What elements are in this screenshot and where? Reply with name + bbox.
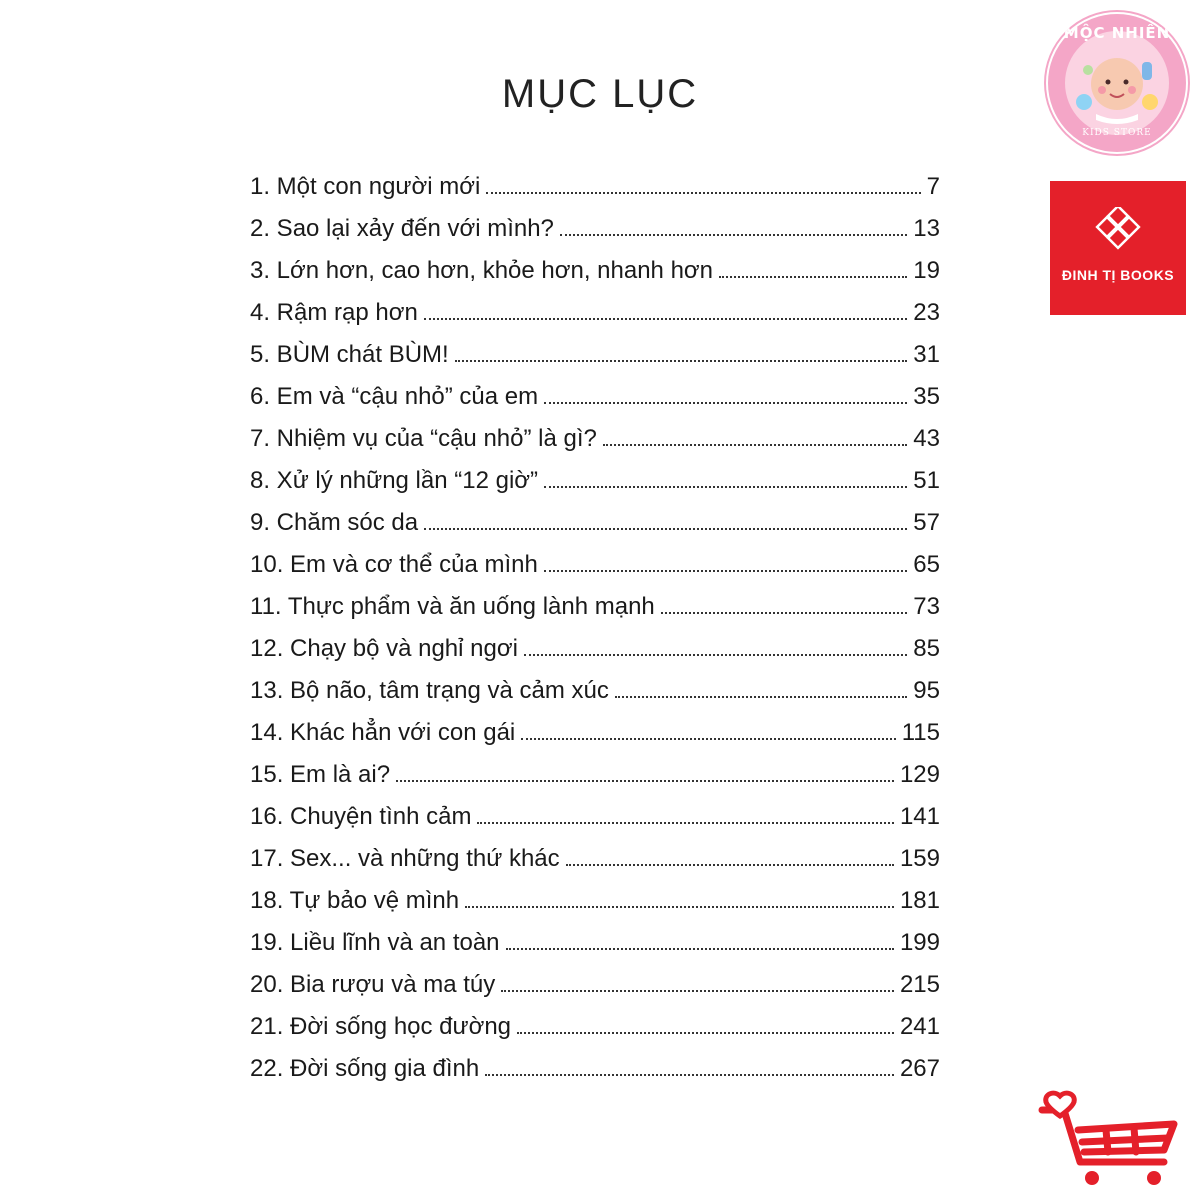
toc-entry	[250, 922, 940, 964]
toc-dot-leader	[566, 864, 894, 866]
toc-dot-leader	[501, 990, 894, 992]
toc-entry-label: 3. Lớn hơn, cao hơn, khỏe hơn, nhanh hơn	[250, 257, 714, 284]
toc-entry-label: 7. Nhiệm vụ của “cậu nhỏ” là gì?	[250, 425, 597, 452]
toc-entry-label: 12. Chạy bộ và nghỉ ngơi	[250, 635, 518, 662]
toc-entry	[250, 166, 940, 208]
toc-entry-label: 4. Rậm rạp hơn	[250, 299, 418, 326]
toc-entry-label: 22. Đời sống gia đình	[250, 1055, 480, 1082]
toc-entry	[250, 418, 940, 460]
toc-dot-leader	[544, 402, 907, 404]
toc-entry-page-number: 129	[899, 761, 940, 788]
toc-dot-leader	[603, 444, 907, 446]
toc-entry-label: 8. Xử lý những lần “12 giờ”	[250, 467, 539, 494]
toc-entry-label: 9. Chăm sóc da	[250, 509, 419, 536]
toc-dot-leader	[524, 654, 907, 656]
toc-dot-leader	[506, 948, 894, 950]
toc-entry-page-number: 267	[899, 1055, 940, 1082]
toc-entry-page-number: 65	[913, 551, 940, 578]
toc-entry-page-number: 73	[913, 593, 940, 620]
toc-entry-label: 2. Sao lại xảy đến với mình?	[250, 215, 554, 242]
toc-entry-label: 15. Em là ai?	[250, 761, 391, 788]
toc-entry	[250, 670, 940, 712]
toc-entry-label: 17. Sex... và những thứ khác	[250, 845, 560, 872]
toc-entry	[250, 586, 940, 628]
toc-entry-label: 10. Em và cơ thể của mình	[250, 551, 538, 578]
toc-entry-label: 6. Em và “cậu nhỏ” của em	[250, 383, 539, 410]
toc-entry	[250, 838, 940, 880]
toc-entry	[250, 1048, 940, 1090]
toc-entry-page-number: 215	[899, 971, 940, 998]
toc-dot-leader	[477, 822, 893, 824]
toc-dot-leader	[615, 696, 907, 698]
toc-entry	[250, 292, 940, 334]
toc-entry-label: 18. Tự bảo vệ mình	[250, 887, 460, 914]
toc-entry-page-number: 13	[913, 215, 940, 242]
toc-dot-leader	[486, 192, 920, 194]
store-logo-badge	[1044, 10, 1190, 156]
toc-entry-page-number: 23	[913, 299, 940, 326]
toc-entry-label: 19. Liều lĩnh và an toàn	[250, 929, 500, 956]
toc-entry	[250, 460, 940, 502]
toc-entry-page-number: 141	[899, 803, 940, 830]
toc-entry-page-number: 115	[901, 719, 940, 746]
toc-entry	[250, 250, 940, 292]
toc-list	[250, 166, 940, 1090]
toc-entry	[250, 544, 940, 586]
toc-entry	[250, 1006, 940, 1048]
toc-dot-leader	[719, 276, 907, 278]
toc-dot-leader	[517, 1032, 894, 1034]
toc-dot-leader	[544, 570, 907, 572]
toc-dot-leader	[560, 234, 907, 236]
toc-entry-label: 11. Thực phẩm và ăn uống lành mạnh	[250, 593, 655, 620]
toc-dot-leader	[424, 318, 907, 320]
toc-entry-page-number: 35	[913, 383, 940, 410]
toc-dot-leader	[465, 906, 894, 908]
toc-entry	[250, 964, 940, 1006]
toc-entry-page-number: 43	[913, 425, 940, 452]
toc-dot-leader	[661, 612, 908, 614]
toc-entry-page-number: 19	[913, 257, 940, 284]
toc-entry	[250, 376, 940, 418]
toc-entry	[250, 880, 940, 922]
toc-entry	[250, 208, 940, 250]
toc-entry	[250, 712, 940, 754]
toc-entry	[250, 334, 940, 376]
toc-entry-label: 21. Đời sống học đường	[250, 1013, 512, 1040]
toc-dot-leader	[455, 360, 908, 362]
toc-entry	[250, 628, 940, 670]
toc-entry	[250, 754, 940, 796]
toc-entry-page-number: 85	[913, 635, 940, 662]
store-name: MỘC NHIÊN	[1063, 24, 1171, 42]
publisher-logo	[1050, 181, 1186, 315]
toc-dot-leader	[544, 486, 907, 488]
toc-entry-label: 14. Khác hẳn với con gái	[250, 719, 516, 746]
toc-entry-page-number: 95	[913, 677, 940, 704]
toc-entry-label: 20. Bia rượu và ma túy	[250, 971, 496, 998]
toc-entry-page-number: 199	[899, 929, 940, 956]
toc-entry-page-number: 159	[899, 845, 940, 872]
toc-entry-page-number: 7	[926, 173, 940, 200]
toc-dot-leader	[521, 738, 895, 740]
publisher-name: ĐINH TỊ BOOKS	[1061, 267, 1175, 283]
toc-entry	[250, 796, 940, 838]
store-tagline: KIDS STORE	[1082, 128, 1152, 138]
toc-dot-leader	[485, 1074, 894, 1076]
toc-entry	[250, 502, 940, 544]
toc-dot-leader	[424, 528, 907, 530]
toc-entry-label: 16. Chuyện tình cảm	[250, 803, 472, 830]
toc-dot-leader	[396, 780, 894, 782]
toc-entry-page-number: 181	[899, 887, 940, 914]
shopping-cart-heart-icon[interactable]	[1036, 1090, 1186, 1190]
toc-entry-page-number: 51	[913, 467, 940, 494]
toc-entry-label: 5. BÙM chát BÙM!	[250, 341, 449, 368]
toc-entry-label: 13. Bộ não, tâm trạng và cảm xúc	[250, 677, 609, 704]
toc-entry-page-number: 57	[913, 509, 940, 536]
diamond-grid-logo-icon	[1095, 207, 1141, 253]
toc-entry-label: 1. Một con người mới	[250, 173, 481, 200]
page-title: MỤC LỤC	[501, 72, 699, 116]
toc-entry-page-number: 31	[913, 341, 940, 368]
toc-entry-page-number: 241	[899, 1013, 940, 1040]
